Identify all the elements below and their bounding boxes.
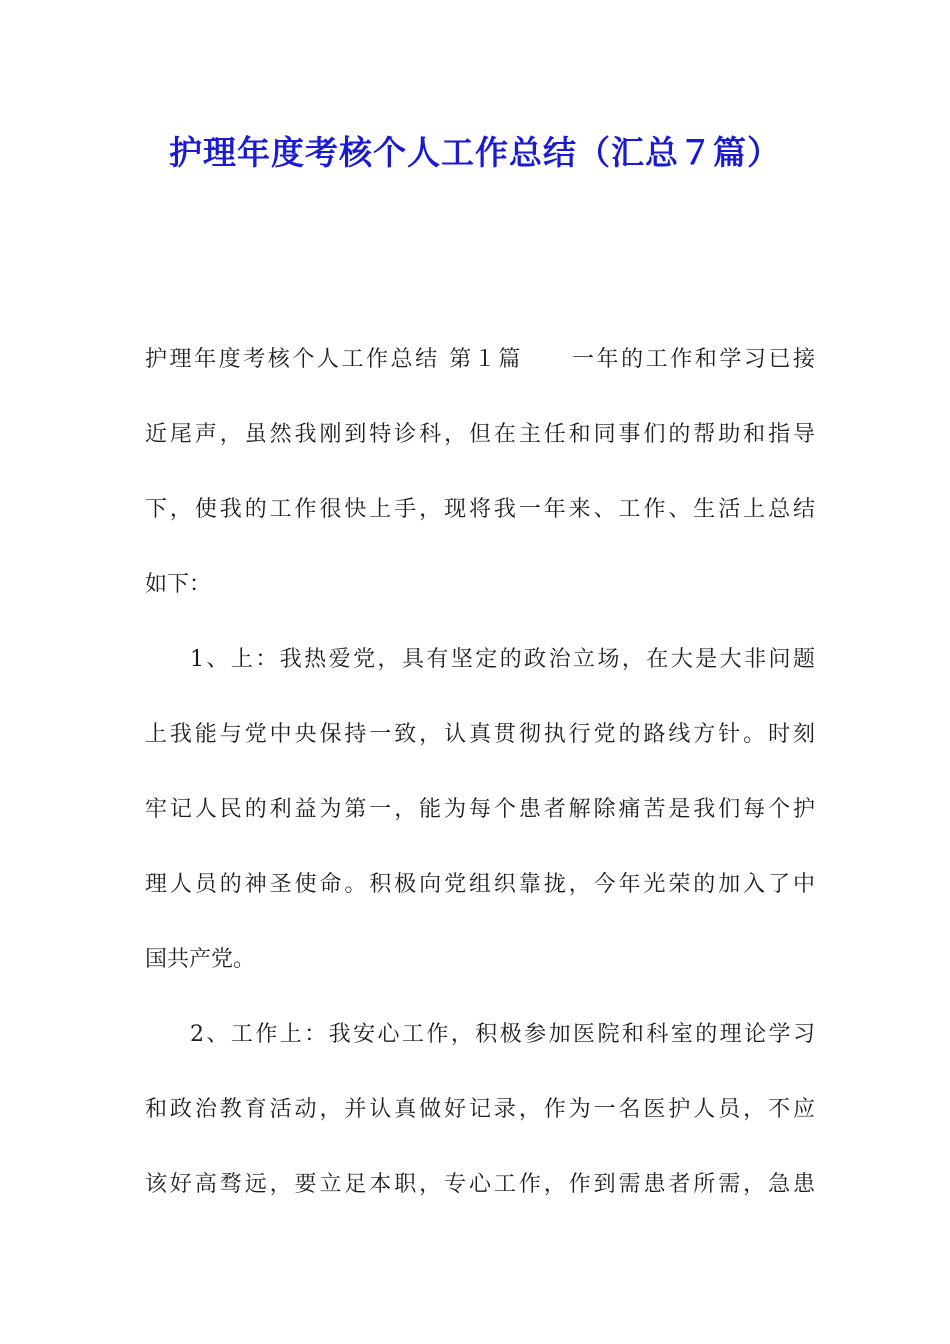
paragraph-1-line-3: 下，使我的工作很快上手，现将我一年来、工作、生活上总结 bbox=[145, 497, 815, 522]
paragraph-2-line-4: 理人员的神圣使命。积极向党组织靠拢，今年光荣的加入了中 bbox=[145, 872, 815, 897]
paragraph-1-line-4: 如下： bbox=[145, 572, 212, 597]
paragraph-2-line-5: 国共产党。 bbox=[145, 947, 256, 972]
paragraph-1-line-1: 护理年度考核个人工作总结 第１篇 一年的工作和学习已接 bbox=[145, 347, 815, 372]
paragraph-2-line-2: 上我能与党中央保持一致，认真贯彻执行党的路线方针。时刻 bbox=[145, 722, 815, 747]
paragraph-3-line-2: 和政治教育活动，并认真做好记录，作为一名医护人员，不应 bbox=[145, 1097, 815, 1122]
document-title: 护理年度考核个人工作总结（汇总７篇） bbox=[169, 133, 781, 172]
paragraph-3-line-1: 2、工作上：我安心工作，积极参加医院和科室的理论学习 bbox=[190, 1022, 815, 1047]
paragraph-2-line-3: 牢记人民的利益为第一，能为每个患者解除痛苦是我们每个护 bbox=[145, 797, 815, 822]
paragraph-2-line-1: 1、上：我热爱党，具有坚定的政治立场，在大是大非问题 bbox=[190, 647, 815, 672]
paragraph-3-line-3: 该好高骛远，要立足本职，专心工作，作到需患者所需，急患 bbox=[145, 1172, 815, 1197]
paragraph-1-line-2: 近尾声，虽然我刚到特诊科，但在主任和同事们的帮助和指导 bbox=[145, 422, 815, 447]
